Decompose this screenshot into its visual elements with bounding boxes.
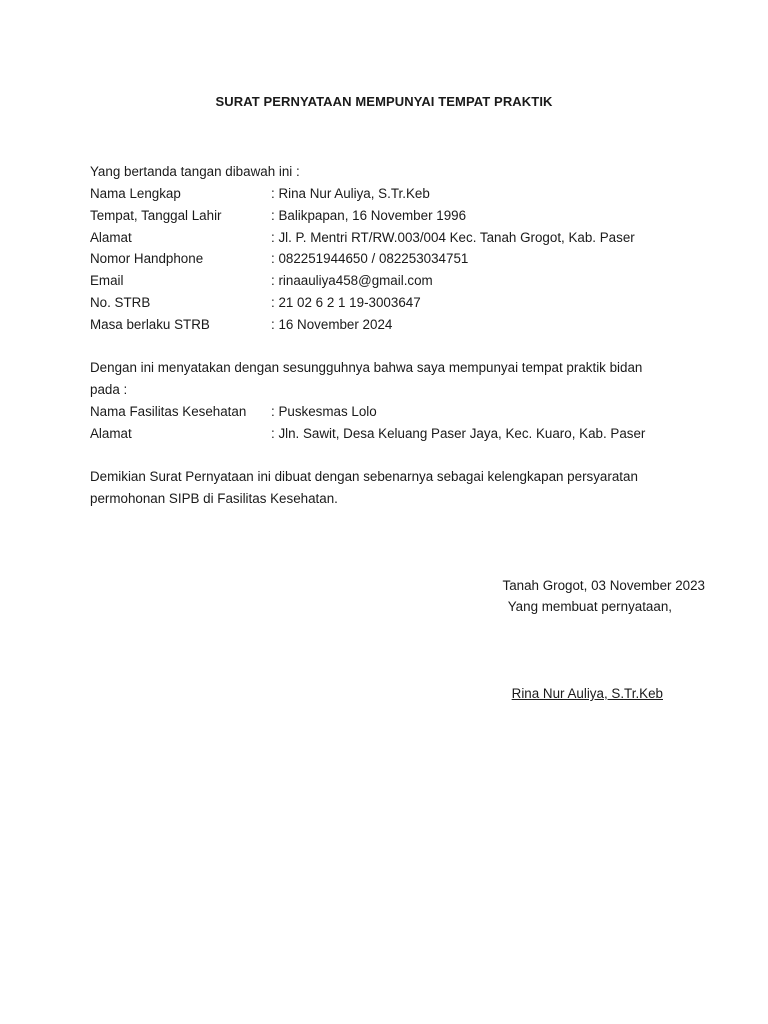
statement-text-line1: Dengan ini menyatakan dengan sesungguhnya bahwa saya mempunyai tempat praktik bidan <box>90 360 643 375</box>
identity-label: Tempat, Tanggal Lahir <box>90 208 222 223</box>
identity-value: : Rina Nur Auliya, S.Tr.Keb <box>271 186 430 201</box>
document-title: SURAT PERNYATAAN MEMPUNYAI TEMPAT PRAKTIK <box>215 94 553 109</box>
facility-value: : Jln. Sawit, Desa Keluang Paser Jaya, Kec. Kuaro, Kab. Paser <box>271 426 646 441</box>
statement-text-line2: pada : <box>90 382 128 397</box>
identity-value: : 16 November 2024 <box>271 317 393 332</box>
identity-label: Masa berlaku STRB <box>90 317 210 332</box>
identity-value: : Balikpapan, 16 November 1996 <box>271 208 467 223</box>
identity-label: Nomor Handphone <box>90 251 204 266</box>
intro-text: Yang bertanda tangan dibawah ini : <box>90 164 300 179</box>
closing-text-line2: permohonan SIPB di Fasilitas Kesehatan. <box>90 491 338 506</box>
identity-value: : 082251944650 / 082253034751 <box>271 251 469 266</box>
facility-label: Alamat <box>90 426 132 441</box>
identity-value: : 21 02 6 2 1 19-3003647 <box>271 295 421 310</box>
place-date: Tanah Grogot, 03 November 2023 <box>502 578 705 593</box>
closing-text-line1: Demikian Surat Pernyataan ini dibuat dengan sebenarnya sebagai kelengkapan persyaratan <box>90 469 638 484</box>
signer-caption: Yang membuat pernyataan, <box>507 599 672 614</box>
facility-value: : Puskesmas Lolo <box>271 404 377 419</box>
signer-name: Rina Nur Auliya, S.Tr.Keb <box>511 686 663 701</box>
identity-label: Email <box>90 273 124 288</box>
identity-value: : Jl. P. Mentri RT/RW.003/004 Kec. Tanah Grogot, Kab. Paser <box>271 230 635 245</box>
facility-label: Nama Fasilitas Kesehatan <box>90 404 247 419</box>
identity-label: Nama Lengkap <box>90 186 181 201</box>
identity-label: No. STRB <box>90 295 151 310</box>
identity-label: Alamat <box>90 230 132 245</box>
identity-value: : rinaauliya458@gmail.com <box>271 273 433 288</box>
